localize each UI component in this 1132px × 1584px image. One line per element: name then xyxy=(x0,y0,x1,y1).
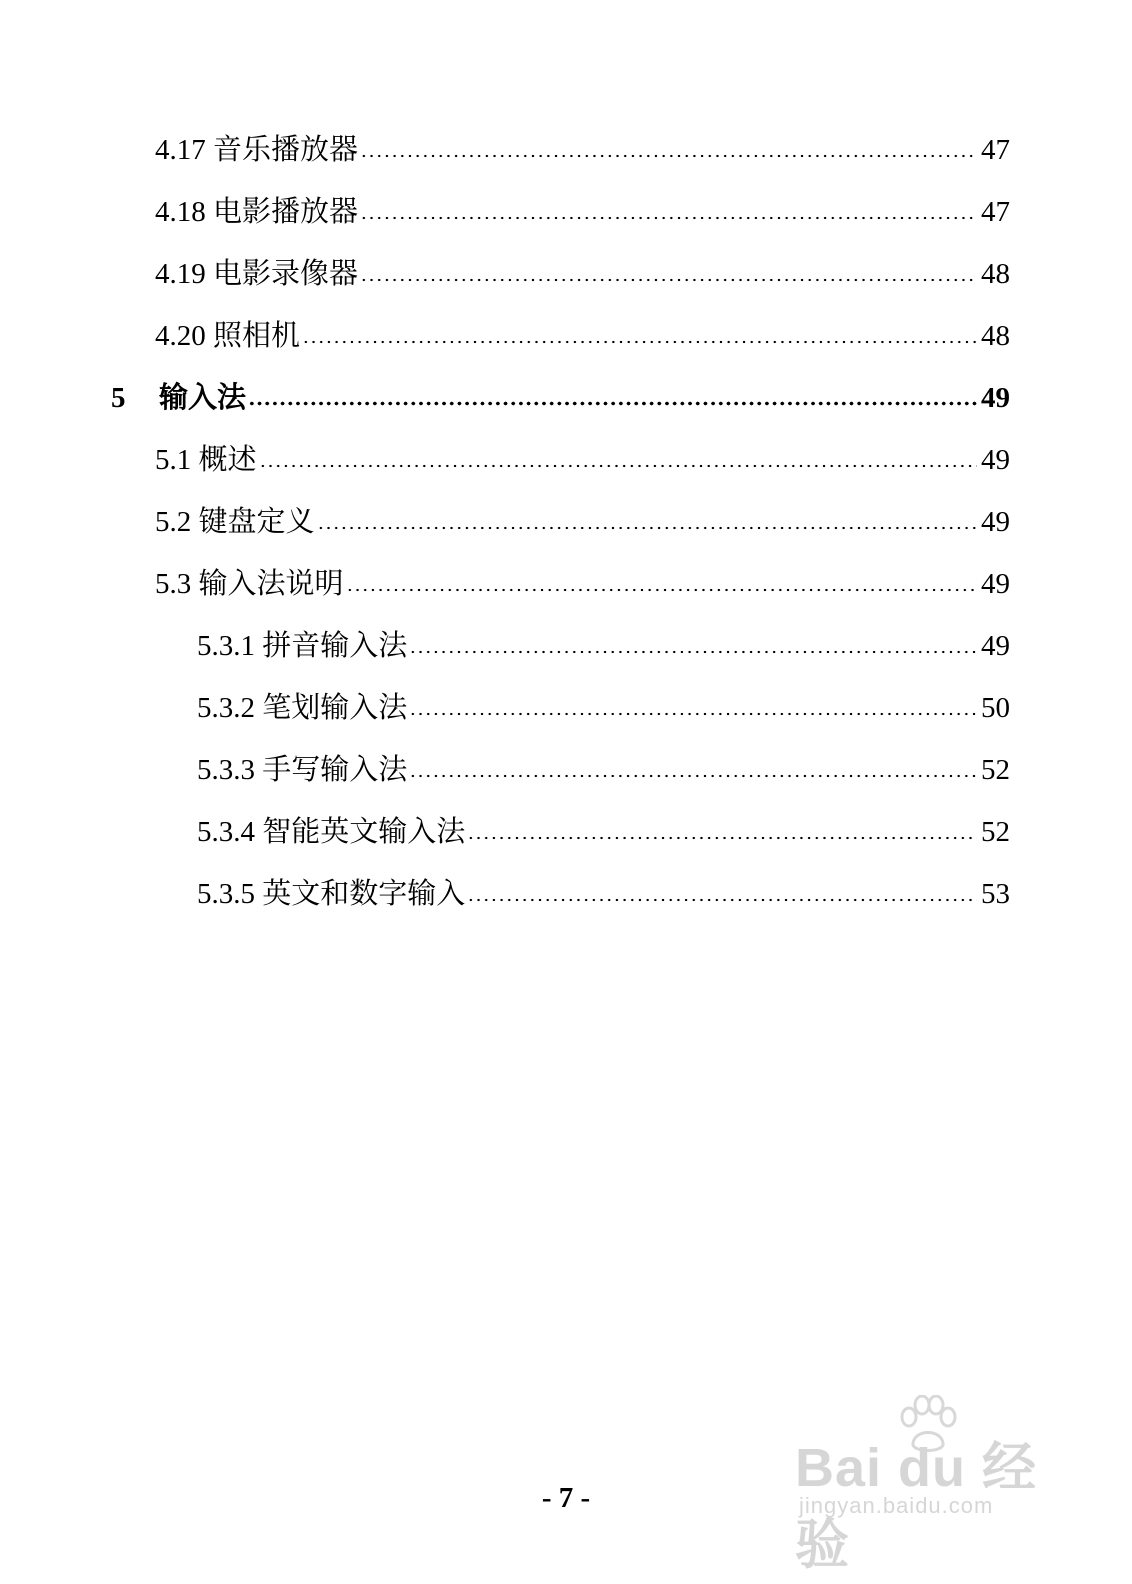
dot-leader xyxy=(409,774,977,778)
dot-leader xyxy=(467,898,977,902)
dot-leader xyxy=(317,526,977,530)
dot-leader xyxy=(467,836,977,840)
toc-entry-page: 47 xyxy=(981,196,1010,228)
toc-entry-page: 53 xyxy=(981,878,1010,910)
dot-leader xyxy=(360,154,977,158)
toc-entry-label: 4.19 电影录像器 xyxy=(155,258,359,290)
toc-entry[interactable] xyxy=(155,128,1010,172)
toc-entry-page: 48 xyxy=(981,258,1010,290)
baidu-jingyan-watermark xyxy=(795,1395,1065,1575)
toc-entry[interactable] xyxy=(155,252,1010,296)
toc-entry[interactable] xyxy=(155,562,1010,606)
toc-entry-page: 49 xyxy=(981,382,1010,414)
toc-entry-label: 5.3.3 手写输入法 xyxy=(197,754,408,786)
dot-leader xyxy=(248,401,977,406)
toc-entry[interactable] xyxy=(155,190,1010,234)
toc-entry-label: 5.3 输入法说明 xyxy=(155,568,344,600)
toc-entry-label: 5.3.4 智能英文输入法 xyxy=(197,816,466,848)
dot-leader xyxy=(302,340,977,344)
toc-entry[interactable] xyxy=(155,438,1010,482)
toc-entry-page: 52 xyxy=(981,754,1010,786)
toc-entry[interactable] xyxy=(197,810,1010,854)
toc-entry-page: 48 xyxy=(981,320,1010,352)
toc-entry[interactable] xyxy=(155,500,1010,544)
dot-leader xyxy=(346,588,977,592)
dot-leader xyxy=(409,650,977,654)
toc-entry[interactable] xyxy=(155,314,1010,358)
toc-entry-label: 5.2 键盘定义 xyxy=(155,506,315,538)
toc-entry-label: 5.1 概述 xyxy=(155,444,257,476)
toc-entry-page: 49 xyxy=(981,444,1010,476)
toc-entry-label: 4.18 电影播放器 xyxy=(155,196,359,228)
toc-entry-page: 49 xyxy=(981,568,1010,600)
watermark-brand: Bai du 经验 xyxy=(795,1438,1038,1575)
dot-leader xyxy=(259,464,977,468)
toc-entry-label: 5.3.1 拼音输入法 xyxy=(197,630,408,662)
chapter-number: 5 xyxy=(111,382,126,414)
toc-entry-page: 49 xyxy=(981,630,1010,662)
toc-entry-page: 52 xyxy=(981,816,1010,848)
toc-chapter-label xyxy=(111,376,246,420)
toc-entry-page: 50 xyxy=(981,692,1010,724)
toc-entry[interactable] xyxy=(197,748,1010,792)
dot-leader xyxy=(360,216,977,220)
chapter-title: 输入法 xyxy=(159,382,247,414)
dot-leader xyxy=(409,712,977,716)
watermark-url: jingyan.baidu.com xyxy=(799,1493,994,1518)
toc-entry[interactable] xyxy=(197,624,1010,668)
dot-leader xyxy=(360,278,977,282)
toc-entry-label: 4.17 音乐播放器 xyxy=(155,134,359,166)
toc-entry-label: 4.20 照相机 xyxy=(155,320,301,352)
toc-entry[interactable] xyxy=(197,872,1010,916)
toc-entry-label: 5.3.5 英文和数字输入 xyxy=(197,878,466,910)
toc-entry-label: 5.3.2 笔划输入法 xyxy=(197,692,408,724)
toc-entry[interactable] xyxy=(197,686,1010,730)
toc-entry-page: 49 xyxy=(981,506,1010,538)
toc-entry-page: 47 xyxy=(981,134,1010,166)
toc-chapter-entry[interactable] xyxy=(111,376,1010,420)
page-number: - 7 - xyxy=(541,1482,591,1514)
